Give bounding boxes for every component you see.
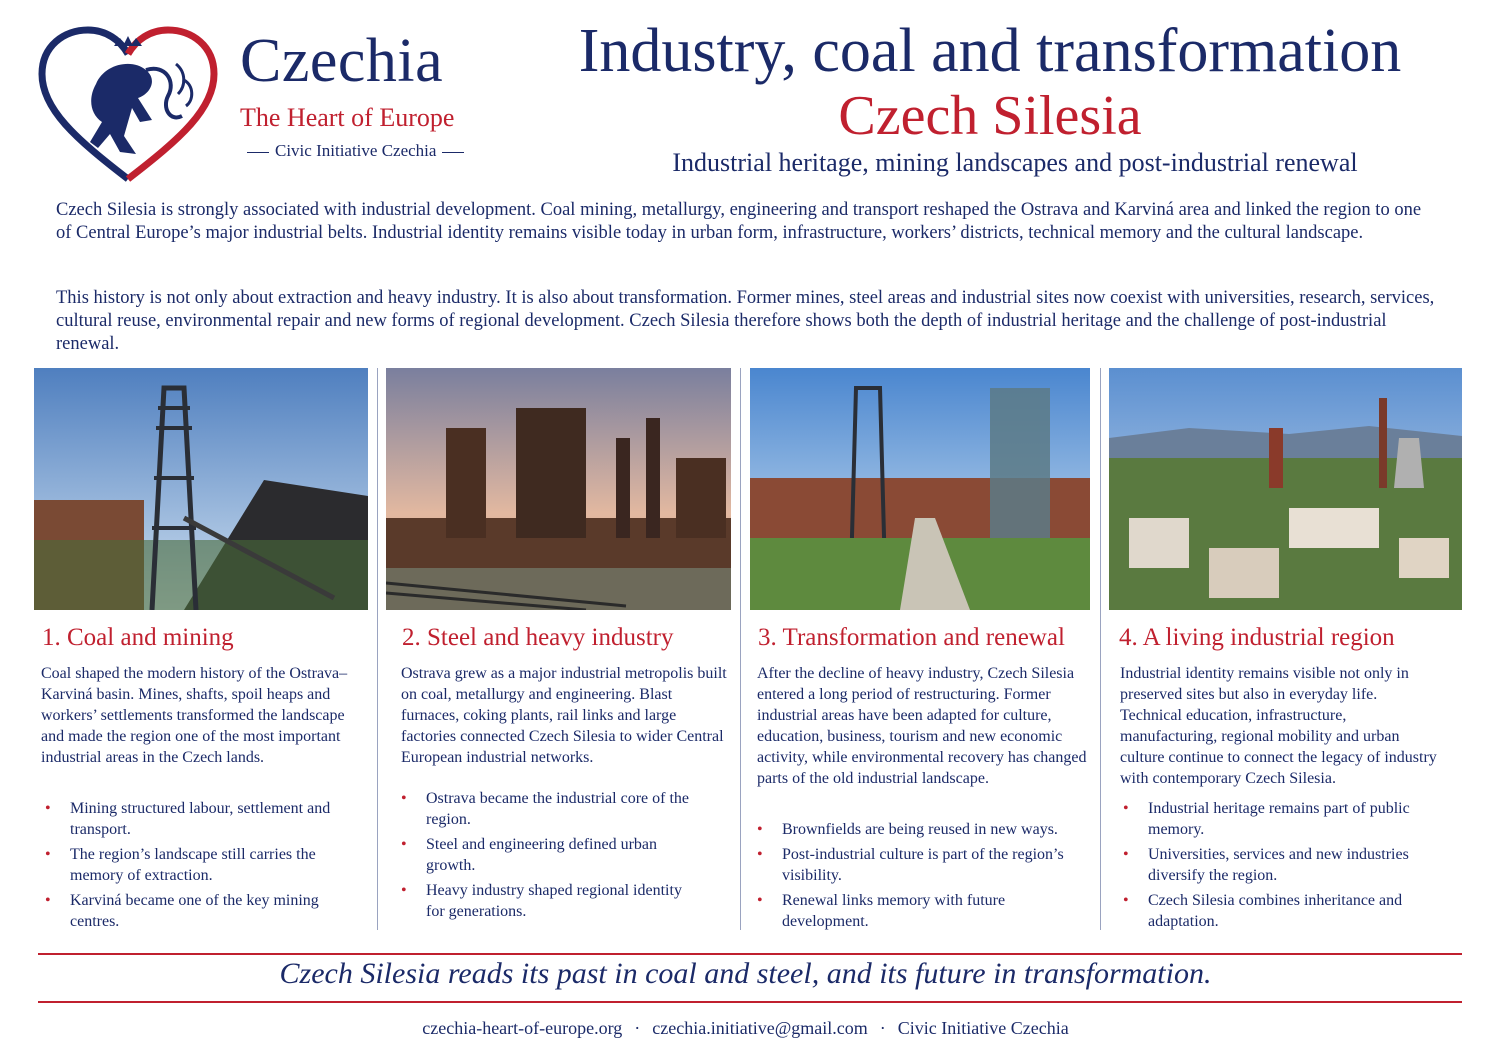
bullet-item: • Post-industrial culture is part of the region’s visibility. [754, 844, 1084, 886]
column-heading: 2. Steel and heavy industry [402, 624, 674, 651]
page-subtitle: Czech Silesia [838, 85, 1142, 147]
bullet-item: • Brownfields are being reused in new ways. [754, 819, 1084, 840]
rule-left [247, 152, 269, 153]
bullet-item: • The region’s landscape still carries the memory of extraction. [42, 844, 342, 886]
column-divider [740, 368, 741, 930]
column-bullets [42, 798, 342, 936]
heart-lion-logo-icon [36, 24, 221, 184]
footer-email-link[interactable]: czechia.initiative@gmail.com [652, 1018, 868, 1038]
footer-separator: · [634, 1018, 641, 1038]
transformation-photo [750, 368, 1090, 610]
brand-sub-text: Civic Initiative Czechia [275, 141, 437, 160]
coal-mine-photo [34, 368, 368, 610]
bullet-item: • Steel and engineering defined urban growth. [398, 834, 698, 876]
brand-name: Czechia [240, 27, 444, 95]
column-bullets [754, 819, 1084, 936]
column-bullets [1120, 798, 1430, 936]
column-heading: 1. Coal and mining [42, 624, 234, 651]
city-panorama-photo [1109, 368, 1462, 610]
bullet-item: • Czech Silesia combines inheritance and adaptation. [1120, 890, 1430, 932]
footer [0, 1018, 1491, 1039]
page-title: Industry, coal and transformation [578, 17, 1402, 85]
page-tagline: Industrial heritage, mining landscapes and post-industrial renewal [672, 148, 1358, 177]
bullet-item: • Ostrava became the industrial core of the region. [398, 788, 698, 830]
footer-separator: · [879, 1018, 886, 1038]
column-divider [1100, 368, 1101, 930]
column-heading: 4. A living industrial region [1119, 624, 1395, 651]
rule-right [442, 152, 464, 153]
column-body: Ostrava grew as a major industrial metropolis built on coal, metallurgy and engineering. Blast furnaces, coking plants, rail links and large factories connected Czech Silesia to wider Central European industrial networks. [401, 665, 727, 766]
brand-sub [241, 141, 470, 161]
bullet-item: • Universities, services and new industries diversify the region. [1120, 844, 1430, 886]
bullet-item: • Industrial heritage remains part of public memory. [1120, 798, 1430, 840]
motto: Czech Silesia reads its past in coal and steel, and its future in transformation. [279, 957, 1212, 990]
footer-website-link[interactable]: czechia-heart-of-europe.org [422, 1018, 623, 1038]
intro-paragraph: This history is not only about extraction and heavy industry. It is also about transformation. Former mines, steel areas and industrial sites now coexist with universities, research, services, cultural reuse, environmental repair and new forms of regional development. Czech Silesia therefore shows both the depth of industrial heritage and the challenge of post-industrial renewal. [56, 288, 1435, 354]
column-bullets [398, 788, 698, 926]
column-divider [377, 368, 378, 930]
column-body: After the decline of heavy industry, Czech Silesia entered a long period of restructuring. Former industrial areas have been adapted for culture, education, business, tourism and new economic activity, while environmental recovery has changed parts of the old industrial landscape. [757, 665, 1087, 787]
intro-paragraph: Czech Silesia is strongly associated with industrial development. Coal mining, metallurgy, engineering and transport reshaped the Ostrava and Karviná area and linked the region to one of Central Europe’s major industrial belts. Industrial identity remains visible today in urban form, infrastructure, workers’ districts, technical memory and the cultural landscape. [56, 200, 1422, 243]
brand-tagline: The Heart of Europe [240, 103, 455, 132]
divider-bottom [38, 1001, 1462, 1003]
bullet-item: • Karviná became one of the key mining centres. [42, 890, 342, 932]
divider-top [38, 953, 1462, 955]
column-body: Industrial identity remains visible not only in preserved sites but also in everyday life. Technical education, infrastructure, manufacturing, regional mobility and urban culture continue to connect the legacy of industry with contemporary Czech Silesia. [1120, 665, 1437, 787]
column-heading: 3. Transformation and renewal [758, 624, 1065, 651]
bullet-item: • Mining structured labour, settlement and transport. [42, 798, 342, 840]
bullet-item: • Renewal links memory with future development. [754, 890, 1084, 932]
footer-org: Civic Initiative Czechia [897, 1018, 1069, 1038]
steelworks-photo [386, 368, 731, 610]
column-body: Coal shaped the modern history of the Ostrava–Karviná basin. Mines, shafts, spoil heaps and workers’ settlements transformed the landscape and made the region one of the most important industrial areas in the Czech lands. [41, 665, 348, 766]
bullet-item: • Heavy industry shaped regional identity for generations. [398, 880, 698, 922]
